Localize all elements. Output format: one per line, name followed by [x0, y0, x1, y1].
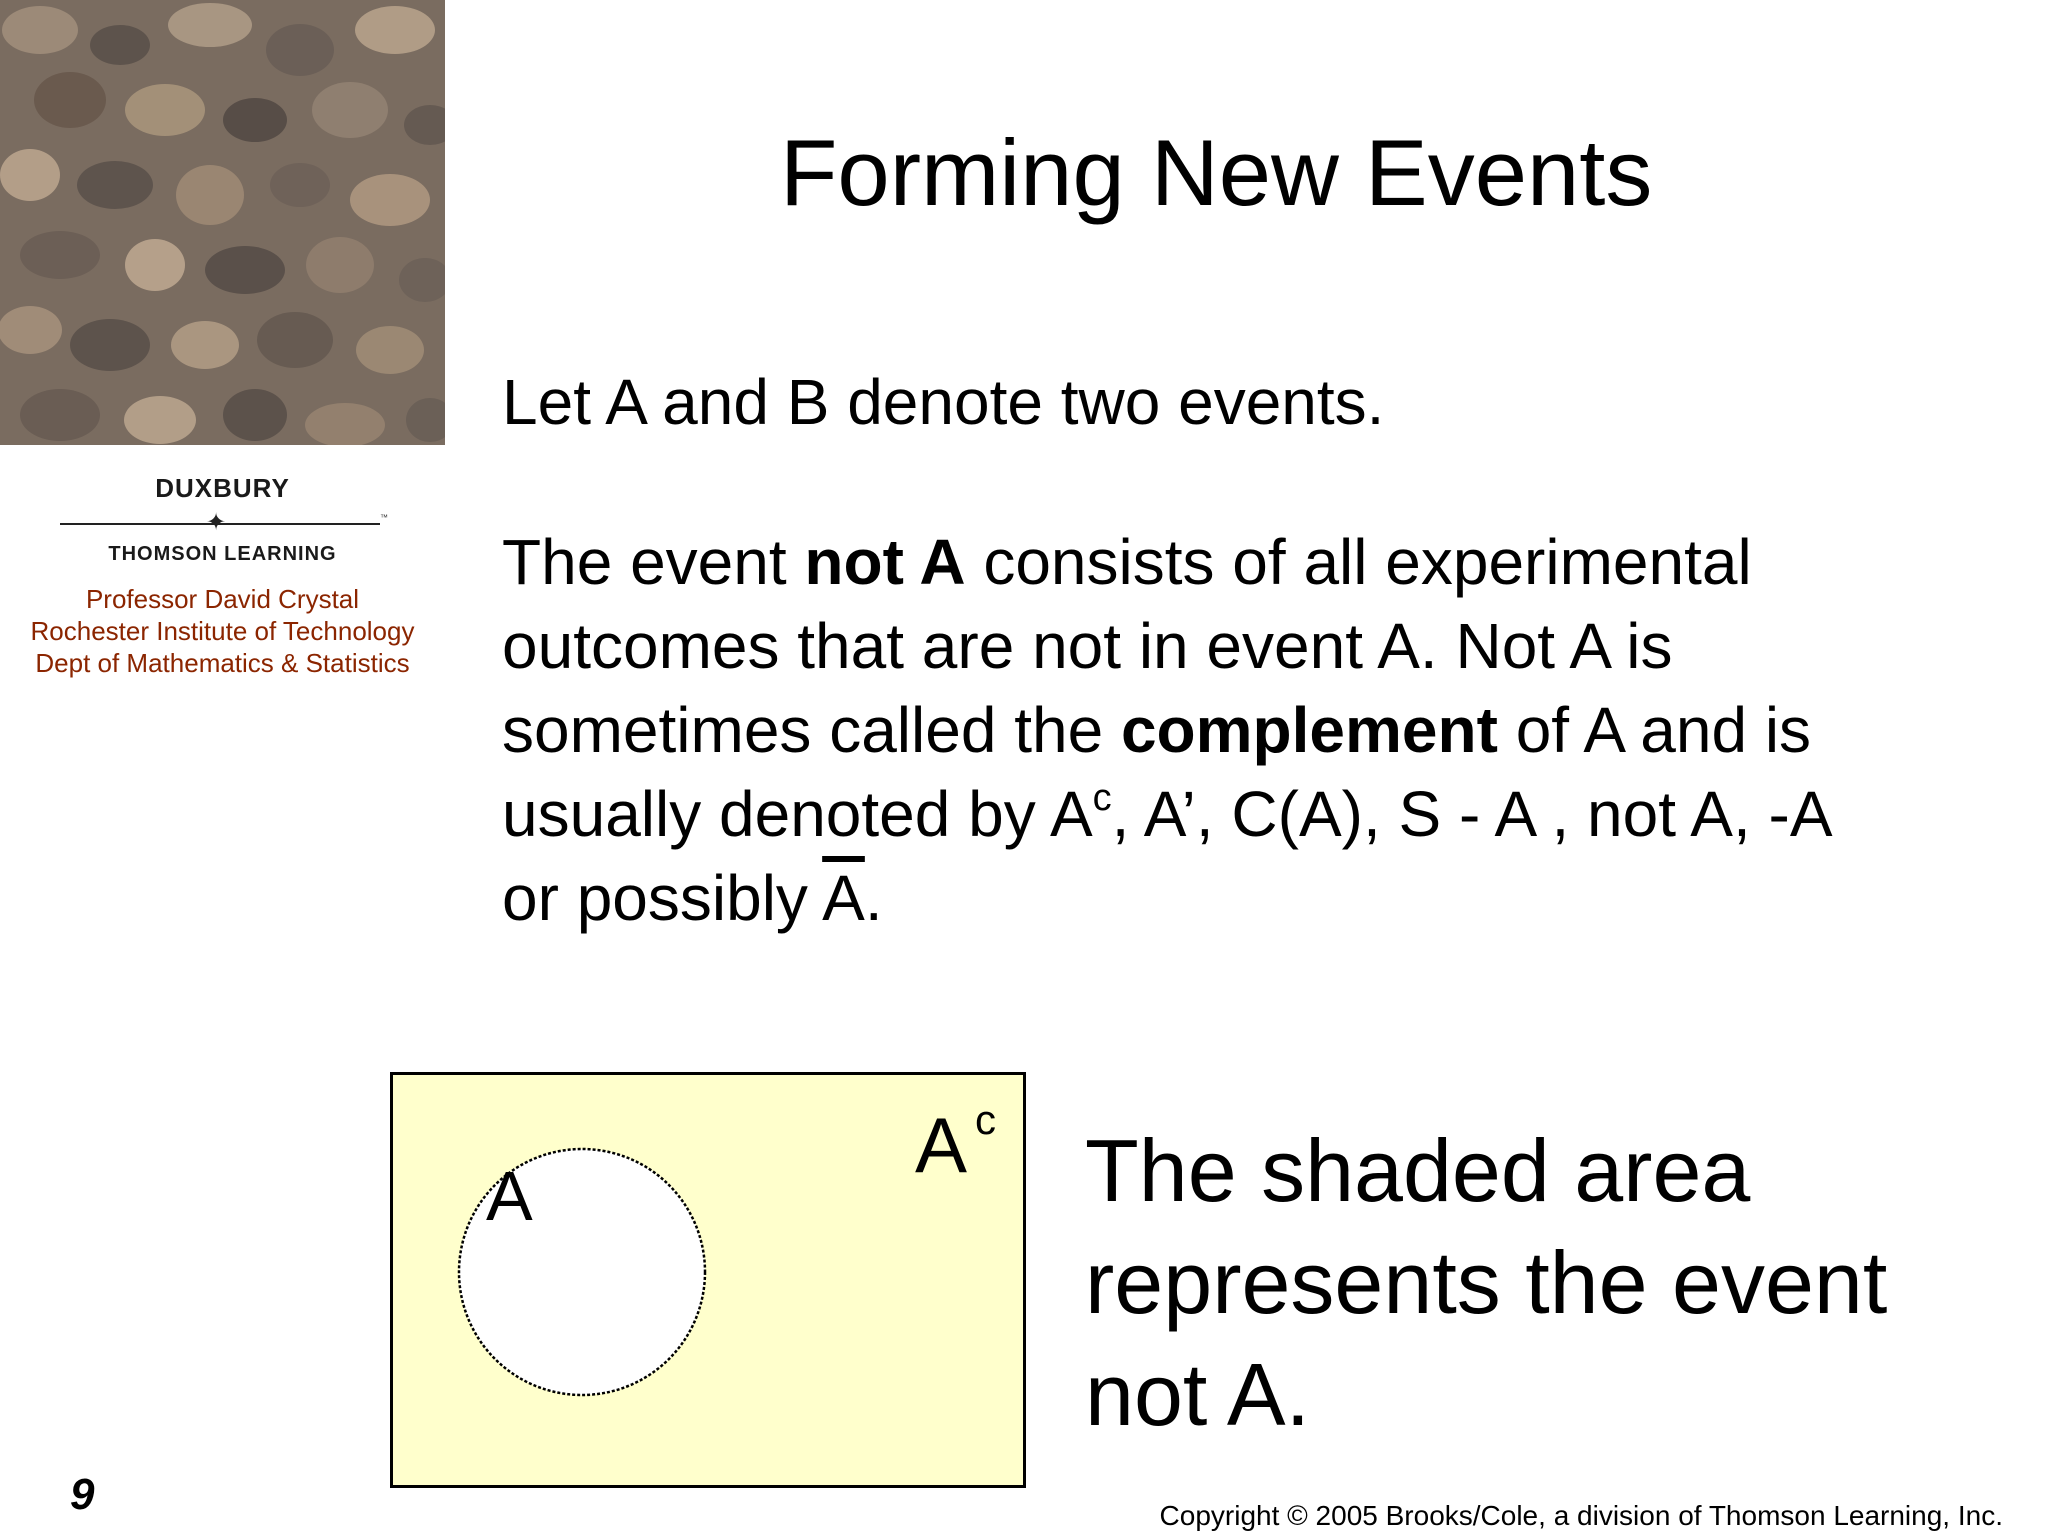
venn-diagram — [390, 1072, 1026, 1488]
slide-title: Forming New Events — [780, 120, 1653, 225]
credit-line: Rochester Institute of Technology — [30, 616, 415, 646]
definition-term-not-a: not A — [804, 526, 966, 598]
definition-text: of A and is usually denoted by A — [502, 694, 1812, 850]
publisher-name: DUXBURY — [155, 473, 290, 503]
definition-paragraph — [502, 520, 1902, 940]
definition-text: . — [864, 862, 883, 934]
definition-text: The event — [502, 526, 805, 598]
credit-line: Professor David Crystal — [85, 584, 360, 614]
complement-superscript: c — [1092, 777, 1112, 819]
definition-term-complement: complement — [1120, 694, 1498, 766]
publisher-logo — [0, 465, 445, 685]
star-icon: ✦ — [206, 509, 227, 536]
event-a-label: A — [486, 1157, 533, 1235]
copyright-notice: Copyright © 2005 Brooks/Cole, a division of Thomson Learning, Inc. — [1159, 1500, 2003, 1531]
venn-caption: The shaded area represents the event not A. — [1085, 1121, 1888, 1444]
stone-photo — [0, 0, 445, 445]
complement-label-superscript: c — [975, 1096, 996, 1143]
intro-paragraph: Let A and B denote two events. — [502, 366, 1385, 438]
definition-text: consists of all experimental outcomes that are not in event A. Not A is sometimes called the — [502, 526, 1752, 766]
publisher-imprint: THOMSON LEARNING — [108, 543, 337, 565]
trademark-icon: ™ — [380, 513, 388, 522]
credit-line: Dept of Mathematics & Statistics — [35, 648, 410, 678]
a-bar-notation: $\overline{A}$ — [822, 862, 865, 934]
complement-label: A — [915, 1101, 968, 1189]
definition-text: , A’, C(A), S - A , not A, -A or possibly — [502, 778, 1829, 934]
page-number: 9 — [70, 1470, 95, 1519]
